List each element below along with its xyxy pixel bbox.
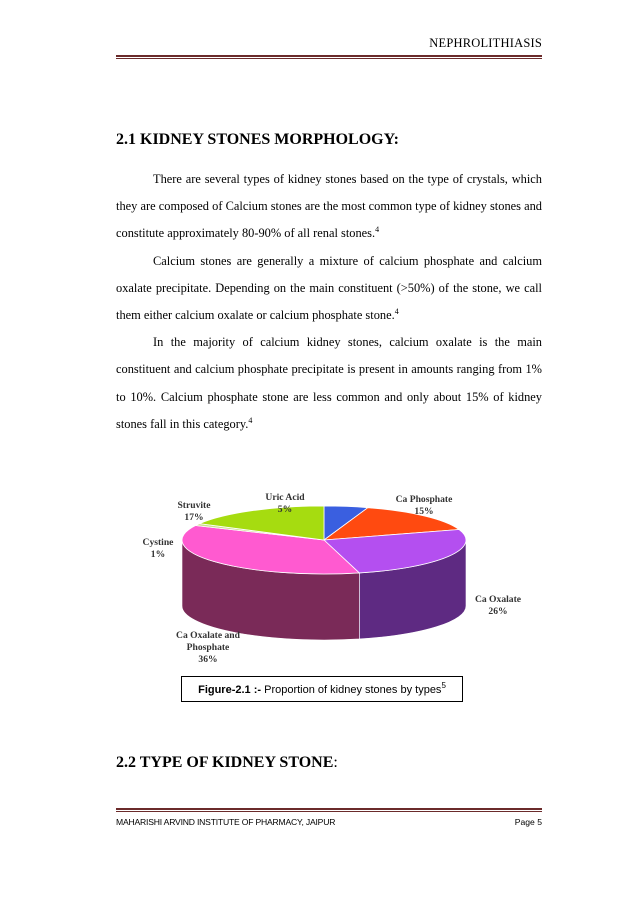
body-text [116,166,542,438]
pie-label-ca-phosphate: Ca Phosphate 15% [395,494,453,517]
footer-rule [116,808,542,812]
running-header: NEPHROLITHIASIS [429,36,542,50]
citation-ref: 4 [248,415,253,425]
section-heading-morphology: 2.1 KIDNEY STONES MORPHOLOGY: [116,131,400,148]
figure-caption-text: Proportion of kidney stones by types [264,684,442,696]
pie-label-ca-oxalate: Ca Oxalate 26% [474,594,522,617]
pie-value-cystine: 1% [150,549,166,560]
figure-caption [181,676,463,702]
paragraph-2 [116,248,542,330]
section-heading-types [116,754,338,772]
paragraph-3-text: In the majority of calcium kidney stones, calcium oxalate is the main constituent and calcium phosphate precipitate is present in amounts ranging from 1% to 10%. Calcium phosphate stone are less common and only about 15% of kidney stones fall in this category. [116,335,542,431]
citation-ref: 4 [375,225,380,235]
pie-label-cystine: Cystine 1% [142,537,174,560]
pie-value-ca-oxalate-and-phosphate: 36% [198,654,218,665]
header-rule [116,55,542,59]
section-heading-types-colon: : [333,754,338,771]
paragraph-1-text: There are several types of kidney stones based on the type of crystals, which they are composed of Calcium stones are the most common type of kidney stones and constitute approximately 80-90% of all renal stones. [116,172,542,241]
pie-label-ca-oxalate-and-phosphate: Ca Oxalate and Phosphate 36% [176,630,240,665]
paragraph-3 [116,329,542,438]
pie-value-struvite: 17% [184,512,204,523]
section-heading-types-text: 2.2 TYPE OF KIDNEY STONE [116,754,334,771]
paragraph-2-text: Calcium stones are generally a mixture of calcium phosphate and calcium oxalate precipitate. Depending on the main constituent (>50%) of the stone, we call them either calcium oxalate or calcium phosphate stone. [116,253,542,323]
footer-page-number: Page 5 [514,817,542,827]
pie-label-struvite: Struvite 17% [177,500,211,523]
figure-caption-label: Figure-2.1 :- [198,684,262,696]
citation-ref: 4 [394,307,399,317]
pie-value-ca-phosphate: 15% [414,506,434,517]
pie-value-uric-acid: 5% [277,504,293,515]
citation-ref: 5 [441,681,446,690]
pie-label-uric-acid: Uric Acid 5% [265,492,305,515]
paragraph-1 [116,166,542,248]
pie-value-ca-oxalate: 26% [488,606,508,617]
pie-chart [128,482,548,674]
footer-institute: MAHARISHI ARVIND INSTITUTE OF PHARMACY, JAIPUR [116,817,336,827]
